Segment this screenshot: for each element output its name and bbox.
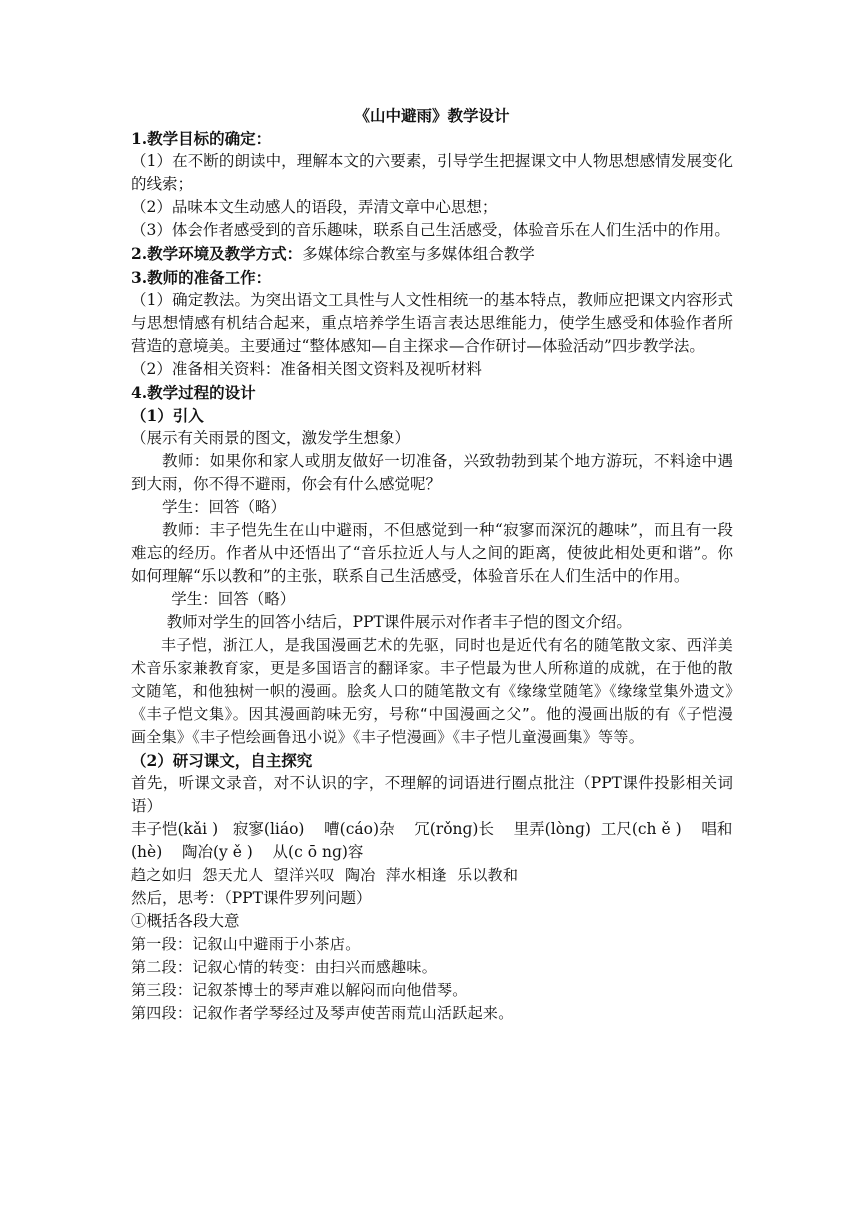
- paragraph-summary: 第二段：记叙心情的转变：由扫兴而感趣味。: [131, 958, 438, 976]
- paragraph-summary: 第三段：记叙茶博士的琴声难以解闷而向他借琴。: [131, 981, 468, 999]
- objective-item: （3）体会作者感受到的音乐趣味，联系自己生活感受，体验音乐在人们生活中的作用。: [131, 221, 730, 239]
- paragraph-summary: 第一段：记叙山中避雨于小茶店。: [131, 935, 361, 953]
- preparation-item: （1）确定教法。为突出语文工具性与人文性相统一的基本特点，教师应把课文内容形式与思想情感有机结合起来，重点培养学生语言表达思维能力，使学生感受和体验作者所营造的意境美。主要通过“整体感知—自主探求—合作研讨—体验活动”四步教学法。: [131, 291, 733, 355]
- paragraph-summary: 第四段：记叙作者学琴经过及琴声使苦雨荒山活跃起来。: [131, 1004, 514, 1022]
- student-answer: 学生：回答（略）: [171, 590, 296, 608]
- vocabulary-line: 丰子恺(kǎi ) 寂寥(liáo) 嘈(cáo)杂 冗(rǒnɡ)长 里弄(lònɡ) 工尺(ch ě ) 唱和: [131, 820, 733, 838]
- author-introduction: 丰子恺，浙江人，是我国漫画艺术的先驱，同时也是近代有名的随笔散文家、西洋美术音乐家兼教育家，更是多国语言的翻译家。丰子恺最为世人所称道的成就，在于他的散文随笔，和他独树一帜的漫画。脍炙人口的随笔散文有《缘缘堂随笔》《缘缘堂集外遗文》《丰子恺文集》。因其漫画韵味无穷，号称“中国漫画之父”。他的漫画出版的有《子恺漫画全集》《丰子恺绘画鲁迅小说》《丰子恺漫画》《丰子恺儿童漫画集》等等。: [131, 636, 733, 746]
- section-heading-objectives: 1.教学目标的确定：: [131, 129, 272, 148]
- student-answer: 学生：回答（略）: [162, 498, 287, 516]
- objective-item: （1）在不断的朗读中，理解本文的六要素，引导学生把握课文中人物思想感情发展变化的线索；: [131, 152, 733, 193]
- section-heading-process: 4.教学过程的设计: [131, 383, 256, 402]
- section-environment: [131, 242, 733, 266]
- intro-note: （展示有关雨景的图文，激发学生想象）: [131, 429, 411, 447]
- teacher-question: 教师：如果你和家人或朋友做好一切准备，兴致勃勃到某个地方游玩，不料途中遇到大雨，你不得不避雨，你会有什么感觉呢？: [131, 452, 733, 493]
- section-heading-preparation: 3.教师的准备工作：: [131, 268, 272, 287]
- listening-instruction: 首先，听课文录音，对不认识的字，不理解的词语进行圈点批注（PPT课件投影相关词语）: [131, 774, 733, 815]
- document-body: [131, 104, 733, 1025]
- document-title: 《山中避雨》教学设计: [354, 106, 510, 125]
- teacher-remark: 教师：丰子恺先生在山中避雨，不但感觉到一种“寂寥而深沉的趣味”，而且有一段难忘的经历。作者从中还悟出了“音乐拉近人与人之间的距离，使彼此相处更和谐”。你如何理解“乐以教和”的主张，联系自己生活感受，体验音乐在人们生活中的作用。: [131, 521, 733, 585]
- vocabulary-line: (hè) 陶冶(y ě ) 从(c ō nɡ)容: [131, 843, 364, 861]
- thinking-instruction: 然后，思考：（PPT课件罗列问题）: [131, 889, 372, 907]
- section-heading-environment: 2.教学环境及教学方式：: [131, 244, 303, 263]
- question-item: ①概括各段大意: [131, 912, 240, 930]
- objective-item: （2）品味本文生动感人的语段，弄清文章中心思想；: [131, 198, 498, 216]
- preparation-item: （2）准备相关资料：准备相关图文资料及视听材料: [131, 360, 482, 378]
- subsection-study: （2）研习课文，自主探究: [131, 751, 313, 770]
- environment-text: 多媒体综合教室与多媒体组合教学: [302, 245, 535, 263]
- subsection-intro: （1）引入: [131, 406, 204, 425]
- idiom-line: 趋之如归 怨天尤人 望洋兴叹 陶冶 萍水相逢 乐以教和: [131, 866, 519, 884]
- teacher-summary: 教师对学生的回答小结后，PPT课件展示对作者丰子恺的图文介绍。: [166, 613, 632, 631]
